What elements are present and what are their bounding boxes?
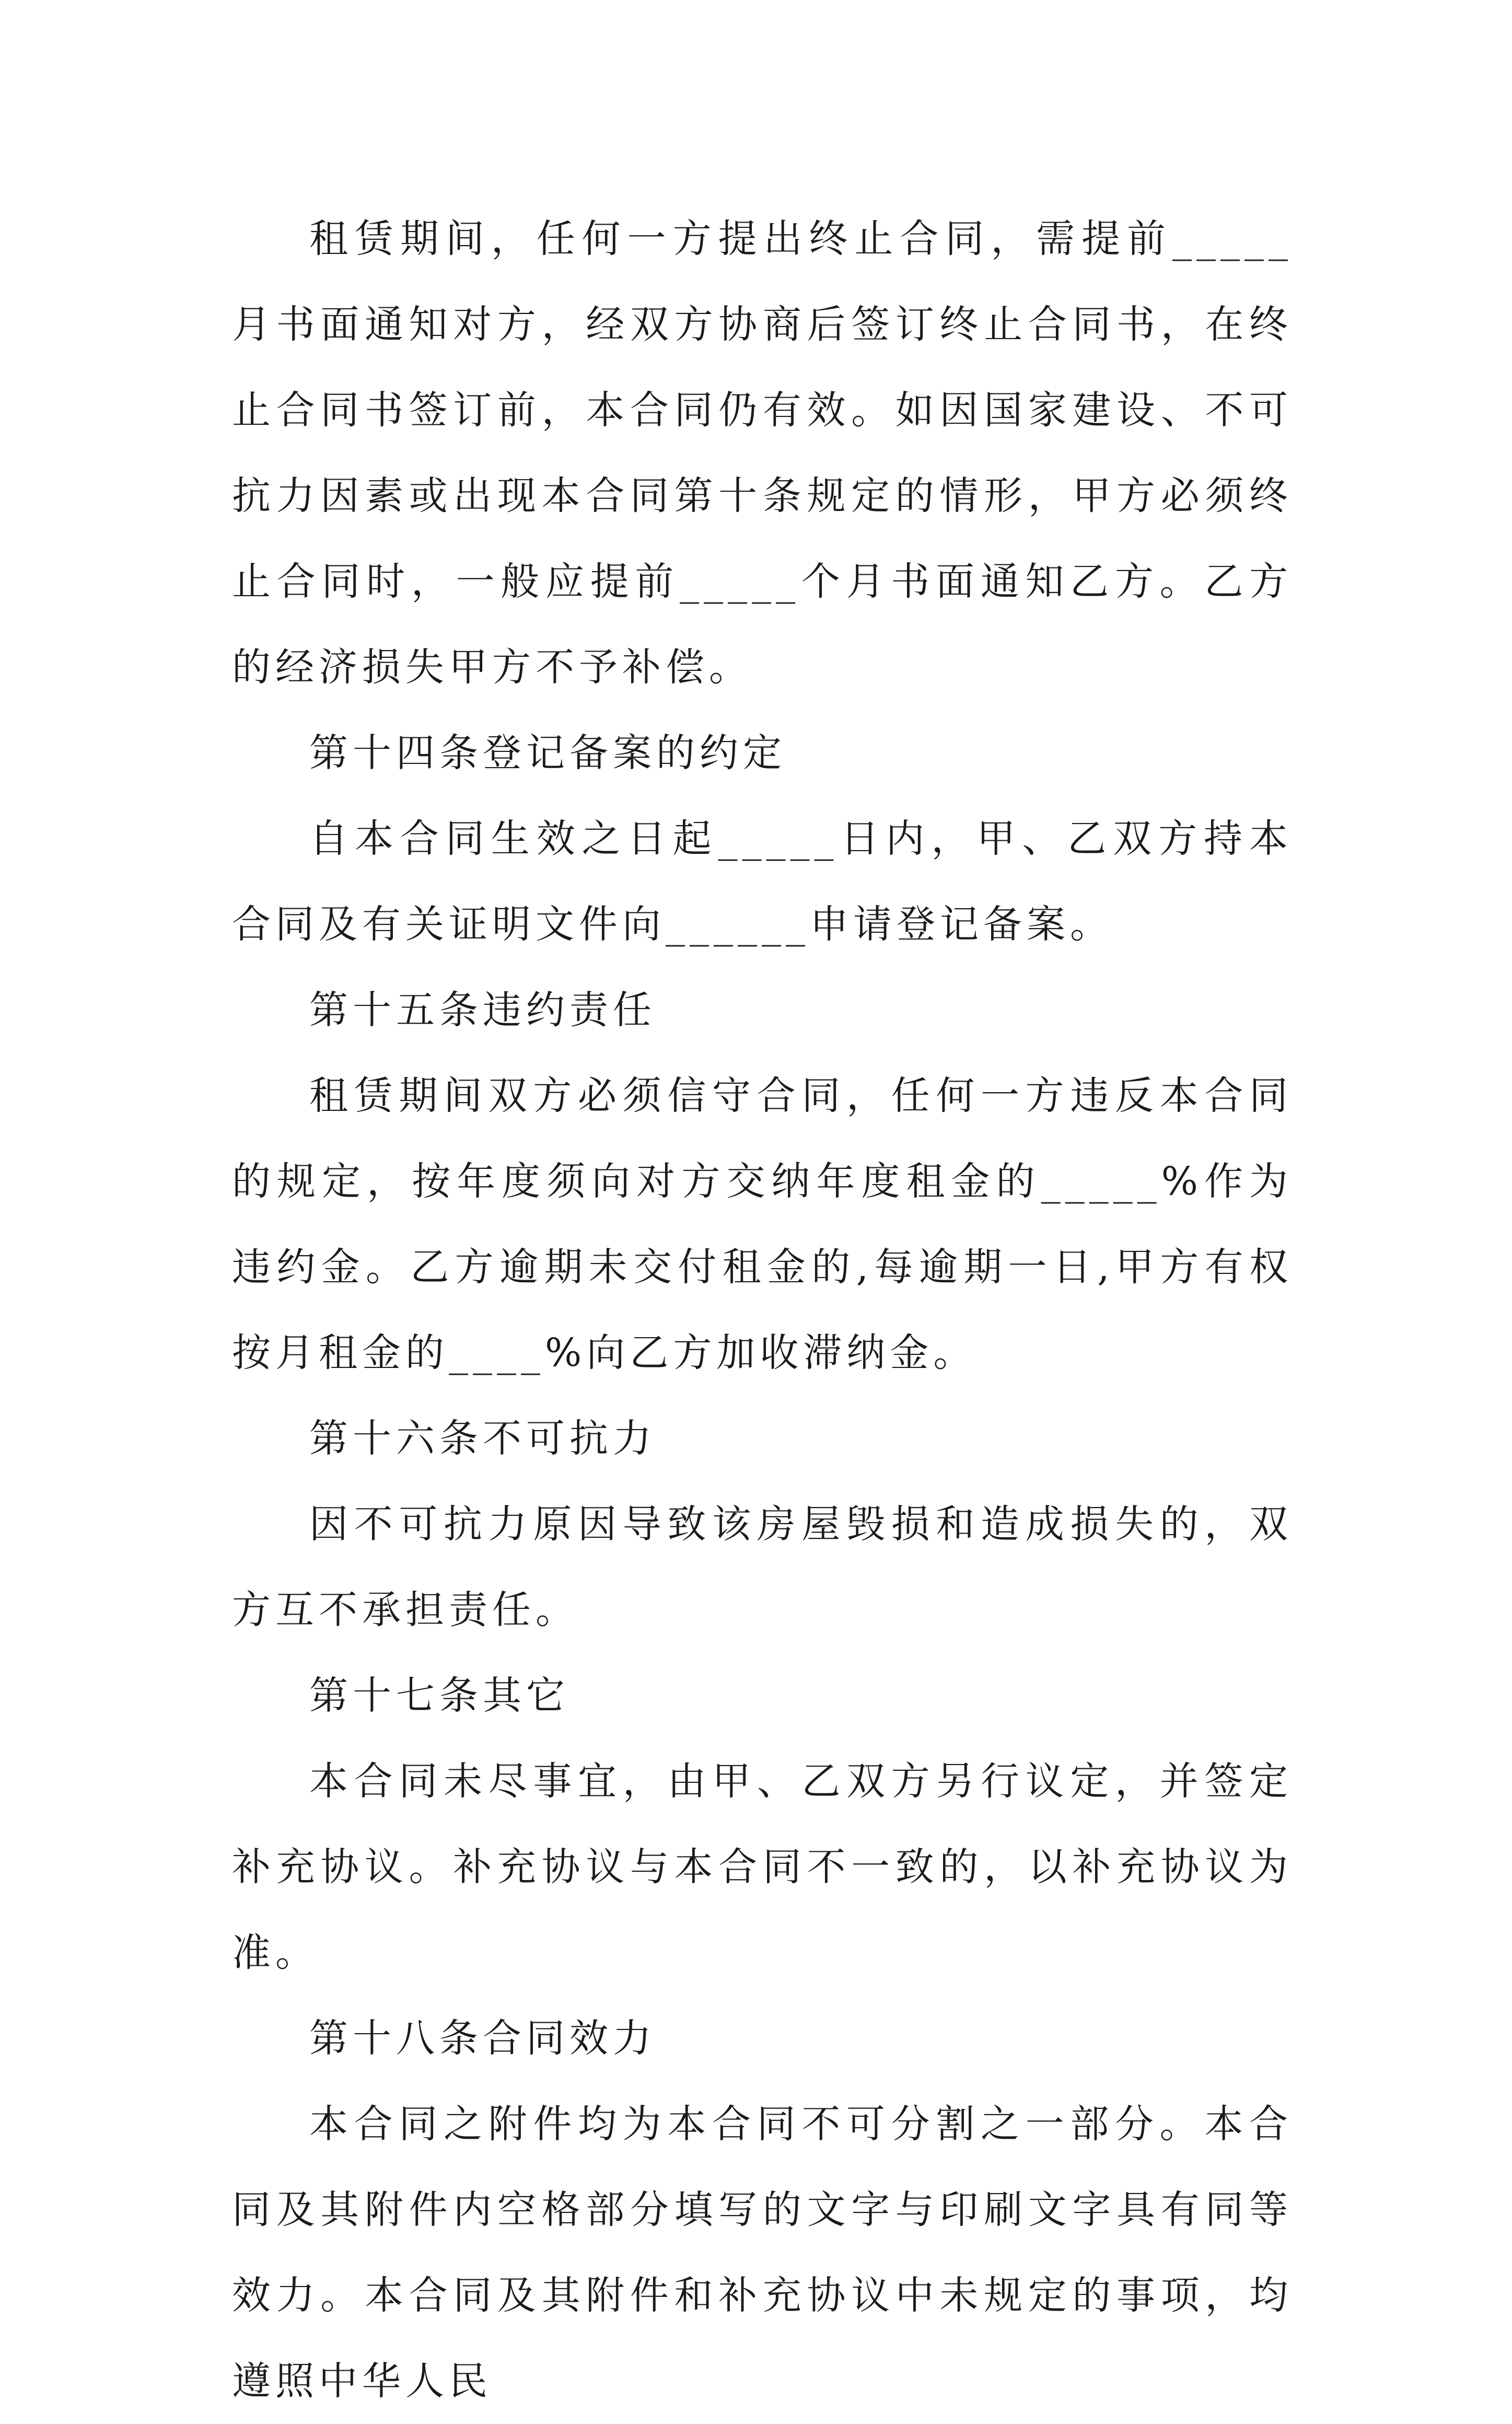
heading-article-18: 第十八条合同效力	[309, 2016, 656, 2061]
paragraph-termination: 租赁期间，任何一方提出终止合同，需提前_____月书面通知对方，经双方协商后签订终止合同书，在终止合同书签订前，本合同仍有效。如因国家建设、不可抗力因素或出现本合同第十条规定的情形，甲方必须终止合同时，一般应提前_____个月书面通知乙方。乙方的经济损失甲方不予补偿。	[232, 216, 1293, 690]
paragraph-other-matters: 本合同未尽事宜，由甲、乙双方另行议定，并签定补充协议。补充协议与本合同不一致的，以补充协议为准。	[232, 1759, 1293, 1975]
heading-article-16: 第十六条不可抗力	[309, 1416, 656, 1461]
heading-article-14: 第十四条登记备案的约定	[309, 730, 786, 775]
paragraph-breach-liability: 租赁期间双方必须信守合同，任何一方违反本合同的规定，按年度须向对方交纳年度租金的_____%作为违约金。乙方逾期未交付租金的,每逾期一日,甲方有权按月租金的____%向乙方加收滞纳金。	[232, 1073, 1293, 1375]
heading-article-17: 第十七条其它	[309, 1673, 569, 1718]
document-body	[232, 196, 1293, 2424]
paragraph-contract-validity: 本合同之附件均为本合同不可分割之一部分。本合同及其附件内空格部分填写的文字与印刷文字具有同等效力。本合同及其附件和补充协议中未规定的事项，均遵照中华人民	[232, 2102, 1293, 2404]
paragraph-force-majeure: 因不可抗力原因导致该房屋毁损和造成损失的，双方互不承担责任。	[232, 1502, 1293, 1632]
heading-article-15: 第十五条违约责任	[309, 988, 656, 1033]
paragraph-registration: 自本合同生效之日起_____日内，甲、乙双方持本合同及有关证明文件向______申请登记备案。	[232, 816, 1293, 947]
